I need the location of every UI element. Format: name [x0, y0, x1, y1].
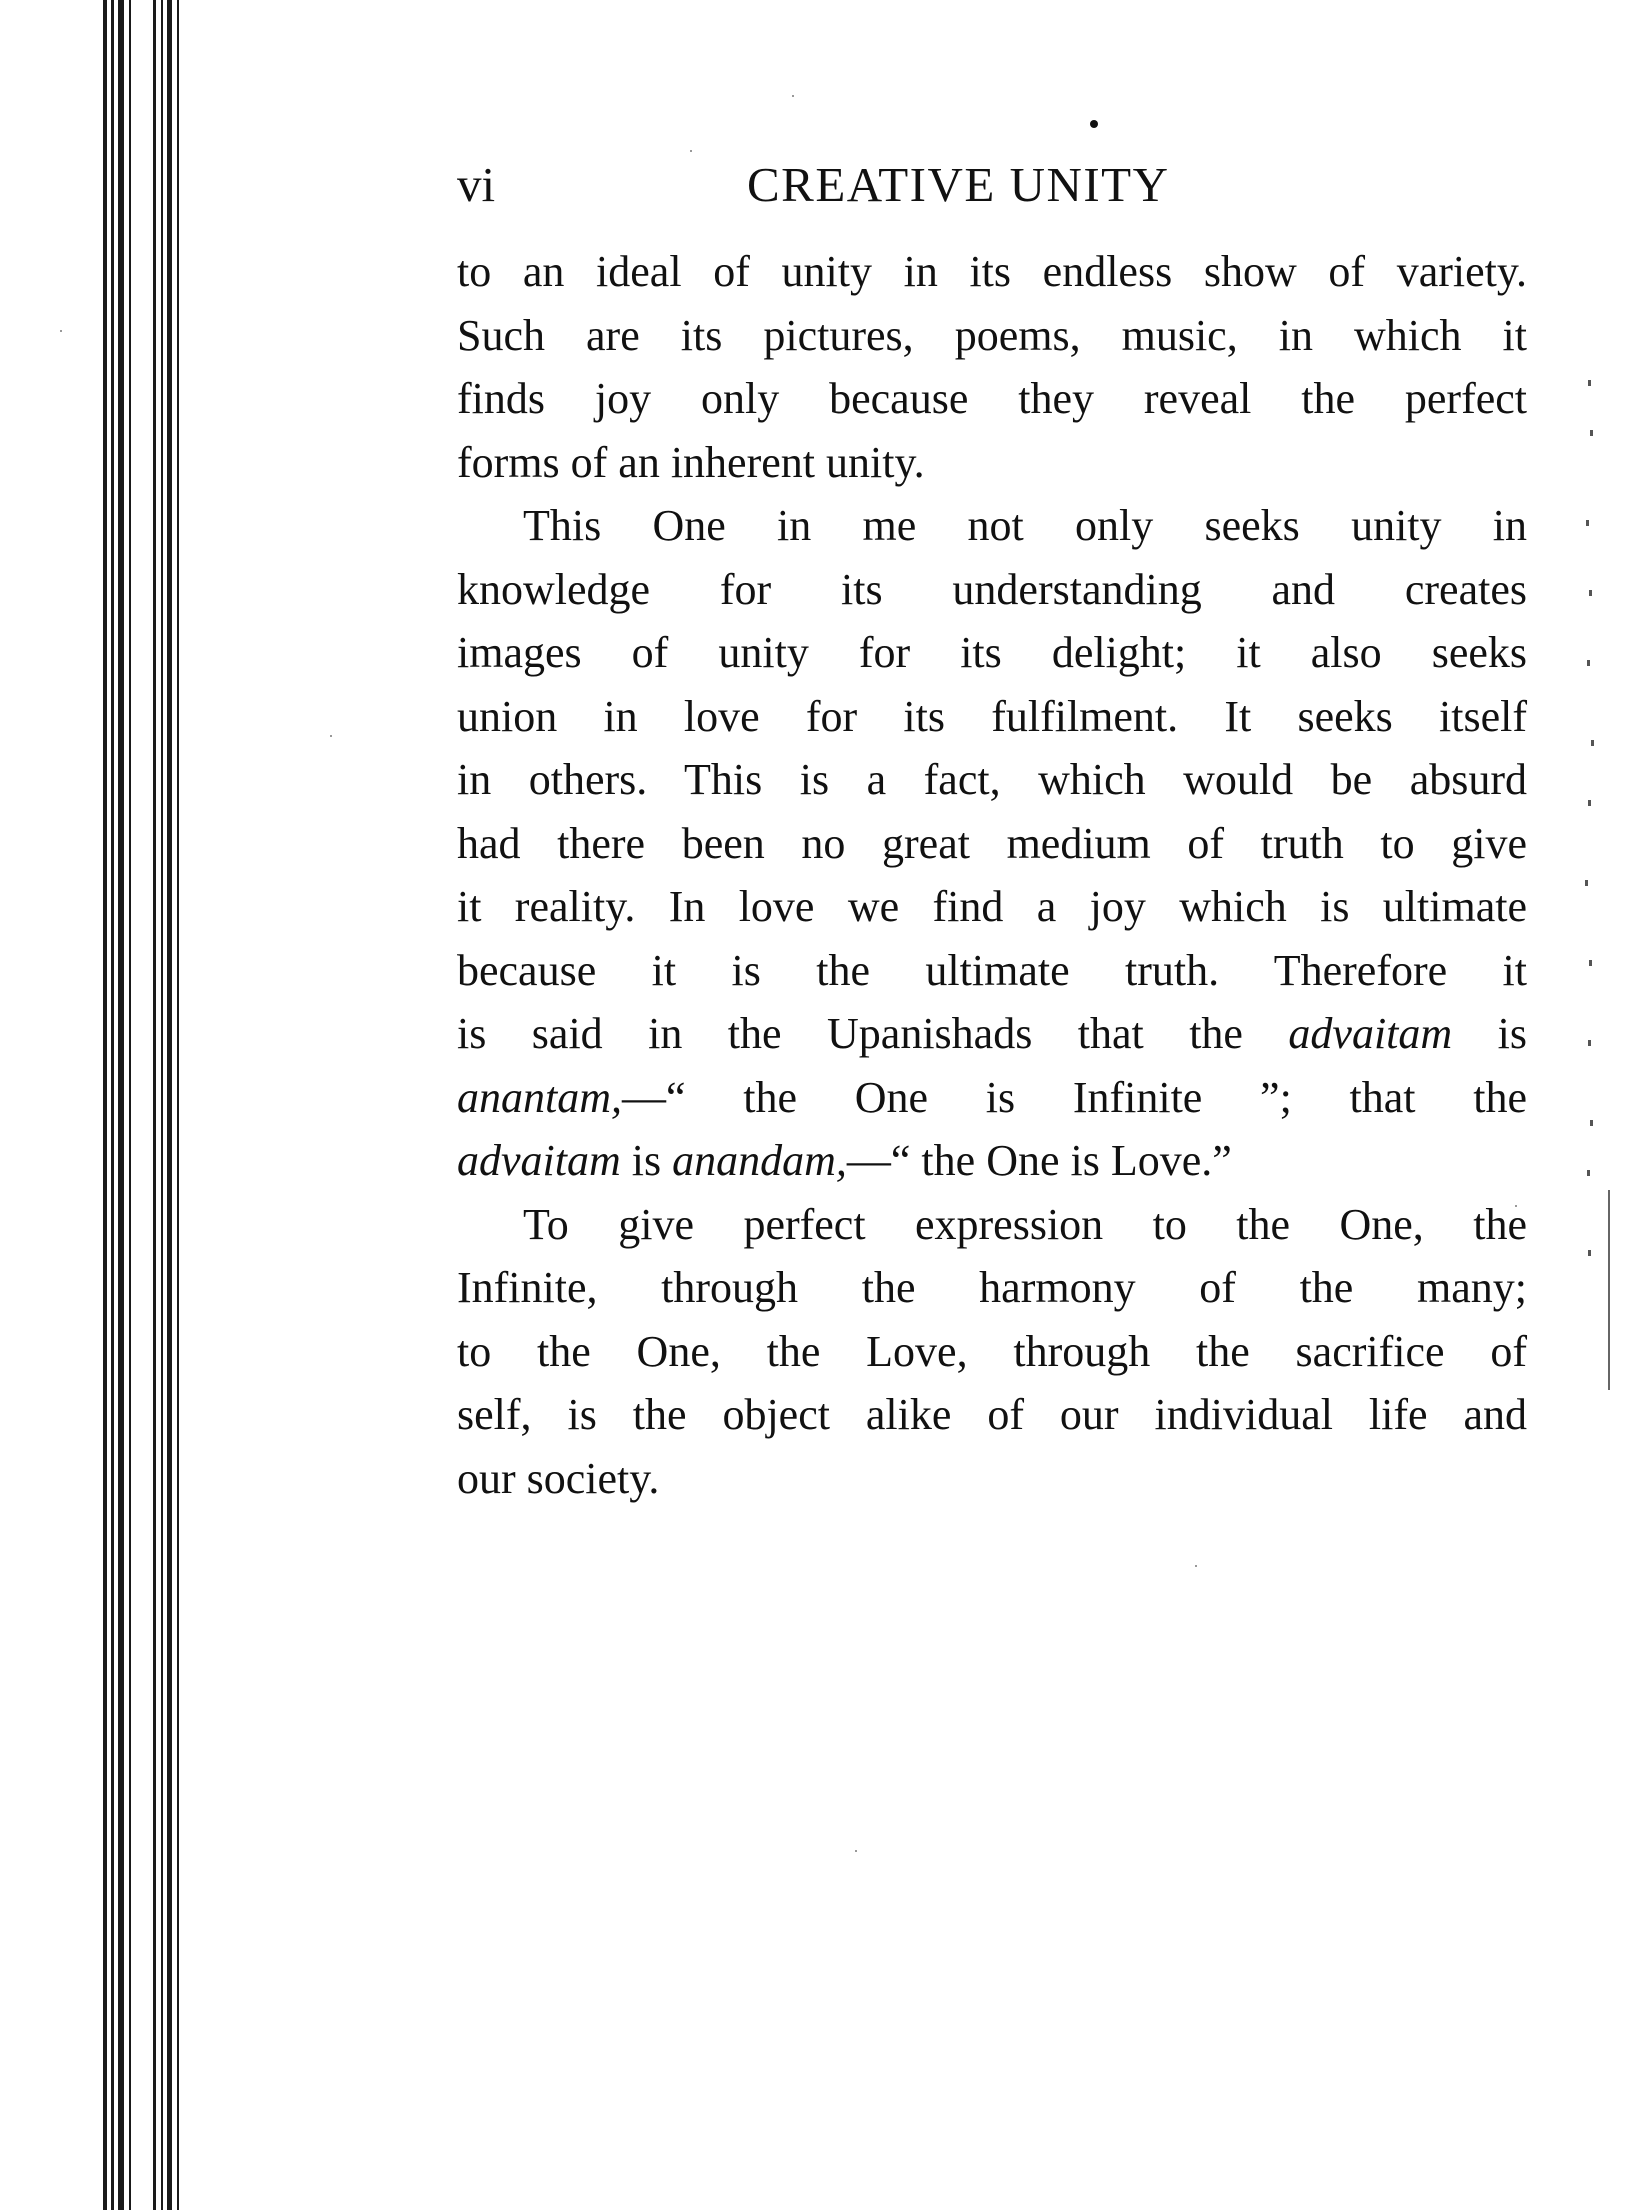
text-line: to an ideal of unity in its endless show of variety. — [457, 247, 1527, 296]
edge-mark — [1586, 520, 1589, 526]
text-line: to the One, the Love, through the sacrifice of — [457, 1326, 1527, 1376]
paper-speck — [60, 330, 62, 332]
italic-term: advaitam — [457, 1136, 621, 1185]
paragraph-3 — [457, 1193, 1527, 1511]
paragraph-1 — [457, 240, 1527, 494]
gutter-rule — [177, 0, 179, 2210]
gutter-rule — [153, 0, 156, 2210]
italic-term: advaitam — [1288, 1009, 1453, 1058]
text-line: because it is the ultimate truth. Therefore it — [457, 945, 1527, 995]
body-text — [457, 240, 1527, 1510]
edge-mark — [1585, 880, 1588, 886]
text-line-with-italic — [457, 1066, 1527, 1130]
text-segment: is said in the Upanishads that the — [457, 1009, 1289, 1058]
edge-mark — [1587, 1170, 1590, 1176]
edge-mark — [1588, 1040, 1591, 1046]
italic-term: anantam, — [457, 1072, 622, 1122]
paper-speck — [1195, 1565, 1197, 1567]
edge-mark — [1591, 740, 1594, 746]
text-line: self, is the object alike of our individual life and — [457, 1390, 1527, 1439]
gutter-rule — [161, 0, 163, 2210]
text-line: had there been no great medium of truth to give — [457, 818, 1527, 868]
text-line: knowledge for its understanding and creates — [457, 564, 1527, 614]
text-line: forms of an inherent unity. — [457, 437, 925, 487]
paragraph-2 — [457, 494, 1527, 1193]
gutter-rule — [103, 0, 107, 2210]
edge-mark — [1588, 800, 1591, 806]
text-segment: —“ the One is Infinite ”; that the — [622, 1072, 1527, 1122]
edge-mark — [1589, 590, 1592, 596]
text-line: Such are its pictures, poems, music, in which it — [457, 310, 1527, 360]
text-line: union in love for its fulfilment. It seeks itself — [457, 691, 1527, 741]
gutter-rule — [118, 0, 124, 2210]
gutter-rule — [111, 0, 114, 2210]
paper-speck — [855, 1850, 857, 1852]
paper-speck — [330, 735, 332, 737]
text-line: our society. — [457, 1453, 660, 1503]
ink-dot — [1090, 120, 1098, 128]
gutter-rule — [167, 0, 172, 2210]
edge-mark — [1590, 430, 1593, 436]
text-line: To give perfect expression to the One, the — [523, 1199, 1527, 1249]
page-header — [457, 150, 1527, 220]
edge-mark — [1589, 960, 1592, 966]
binding-gutter — [95, 0, 205, 2210]
text-line-with-italic — [457, 1002, 1527, 1066]
gutter-rule — [129, 0, 131, 2210]
text-line: in others. This is a fact, which would be absurd — [457, 755, 1527, 804]
italic-term: anandam, — [672, 1136, 847, 1185]
text-segment: is — [620, 1136, 673, 1185]
text-segment: —“ the One is Love.” — [846, 1136, 1232, 1185]
text-line-with-italic — [457, 1129, 1527, 1193]
edge-mark — [1587, 660, 1590, 666]
edge-line — [1608, 1190, 1610, 1390]
edge-mark — [1588, 380, 1591, 386]
paper-speck — [792, 95, 794, 97]
text-segment: is — [1452, 1009, 1527, 1058]
edge-mark — [1590, 1120, 1593, 1126]
text-line: This One in me not only seeks unity in — [523, 501, 1527, 550]
text-line: Infinite, through the harmony of the many; — [457, 1263, 1527, 1312]
text-line: it reality. In love we find a joy which is ultimate — [457, 882, 1527, 931]
text-line: images of unity for its delight; it also seeks — [457, 628, 1527, 677]
page-number: vi — [457, 157, 496, 212]
edge-mark — [1588, 1250, 1591, 1256]
running-title: CREATIVE UNITY — [747, 157, 1170, 212]
text-line: finds joy only because they reveal the perfect — [457, 374, 1527, 423]
scan-edge-marks — [1568, 360, 1628, 1440]
